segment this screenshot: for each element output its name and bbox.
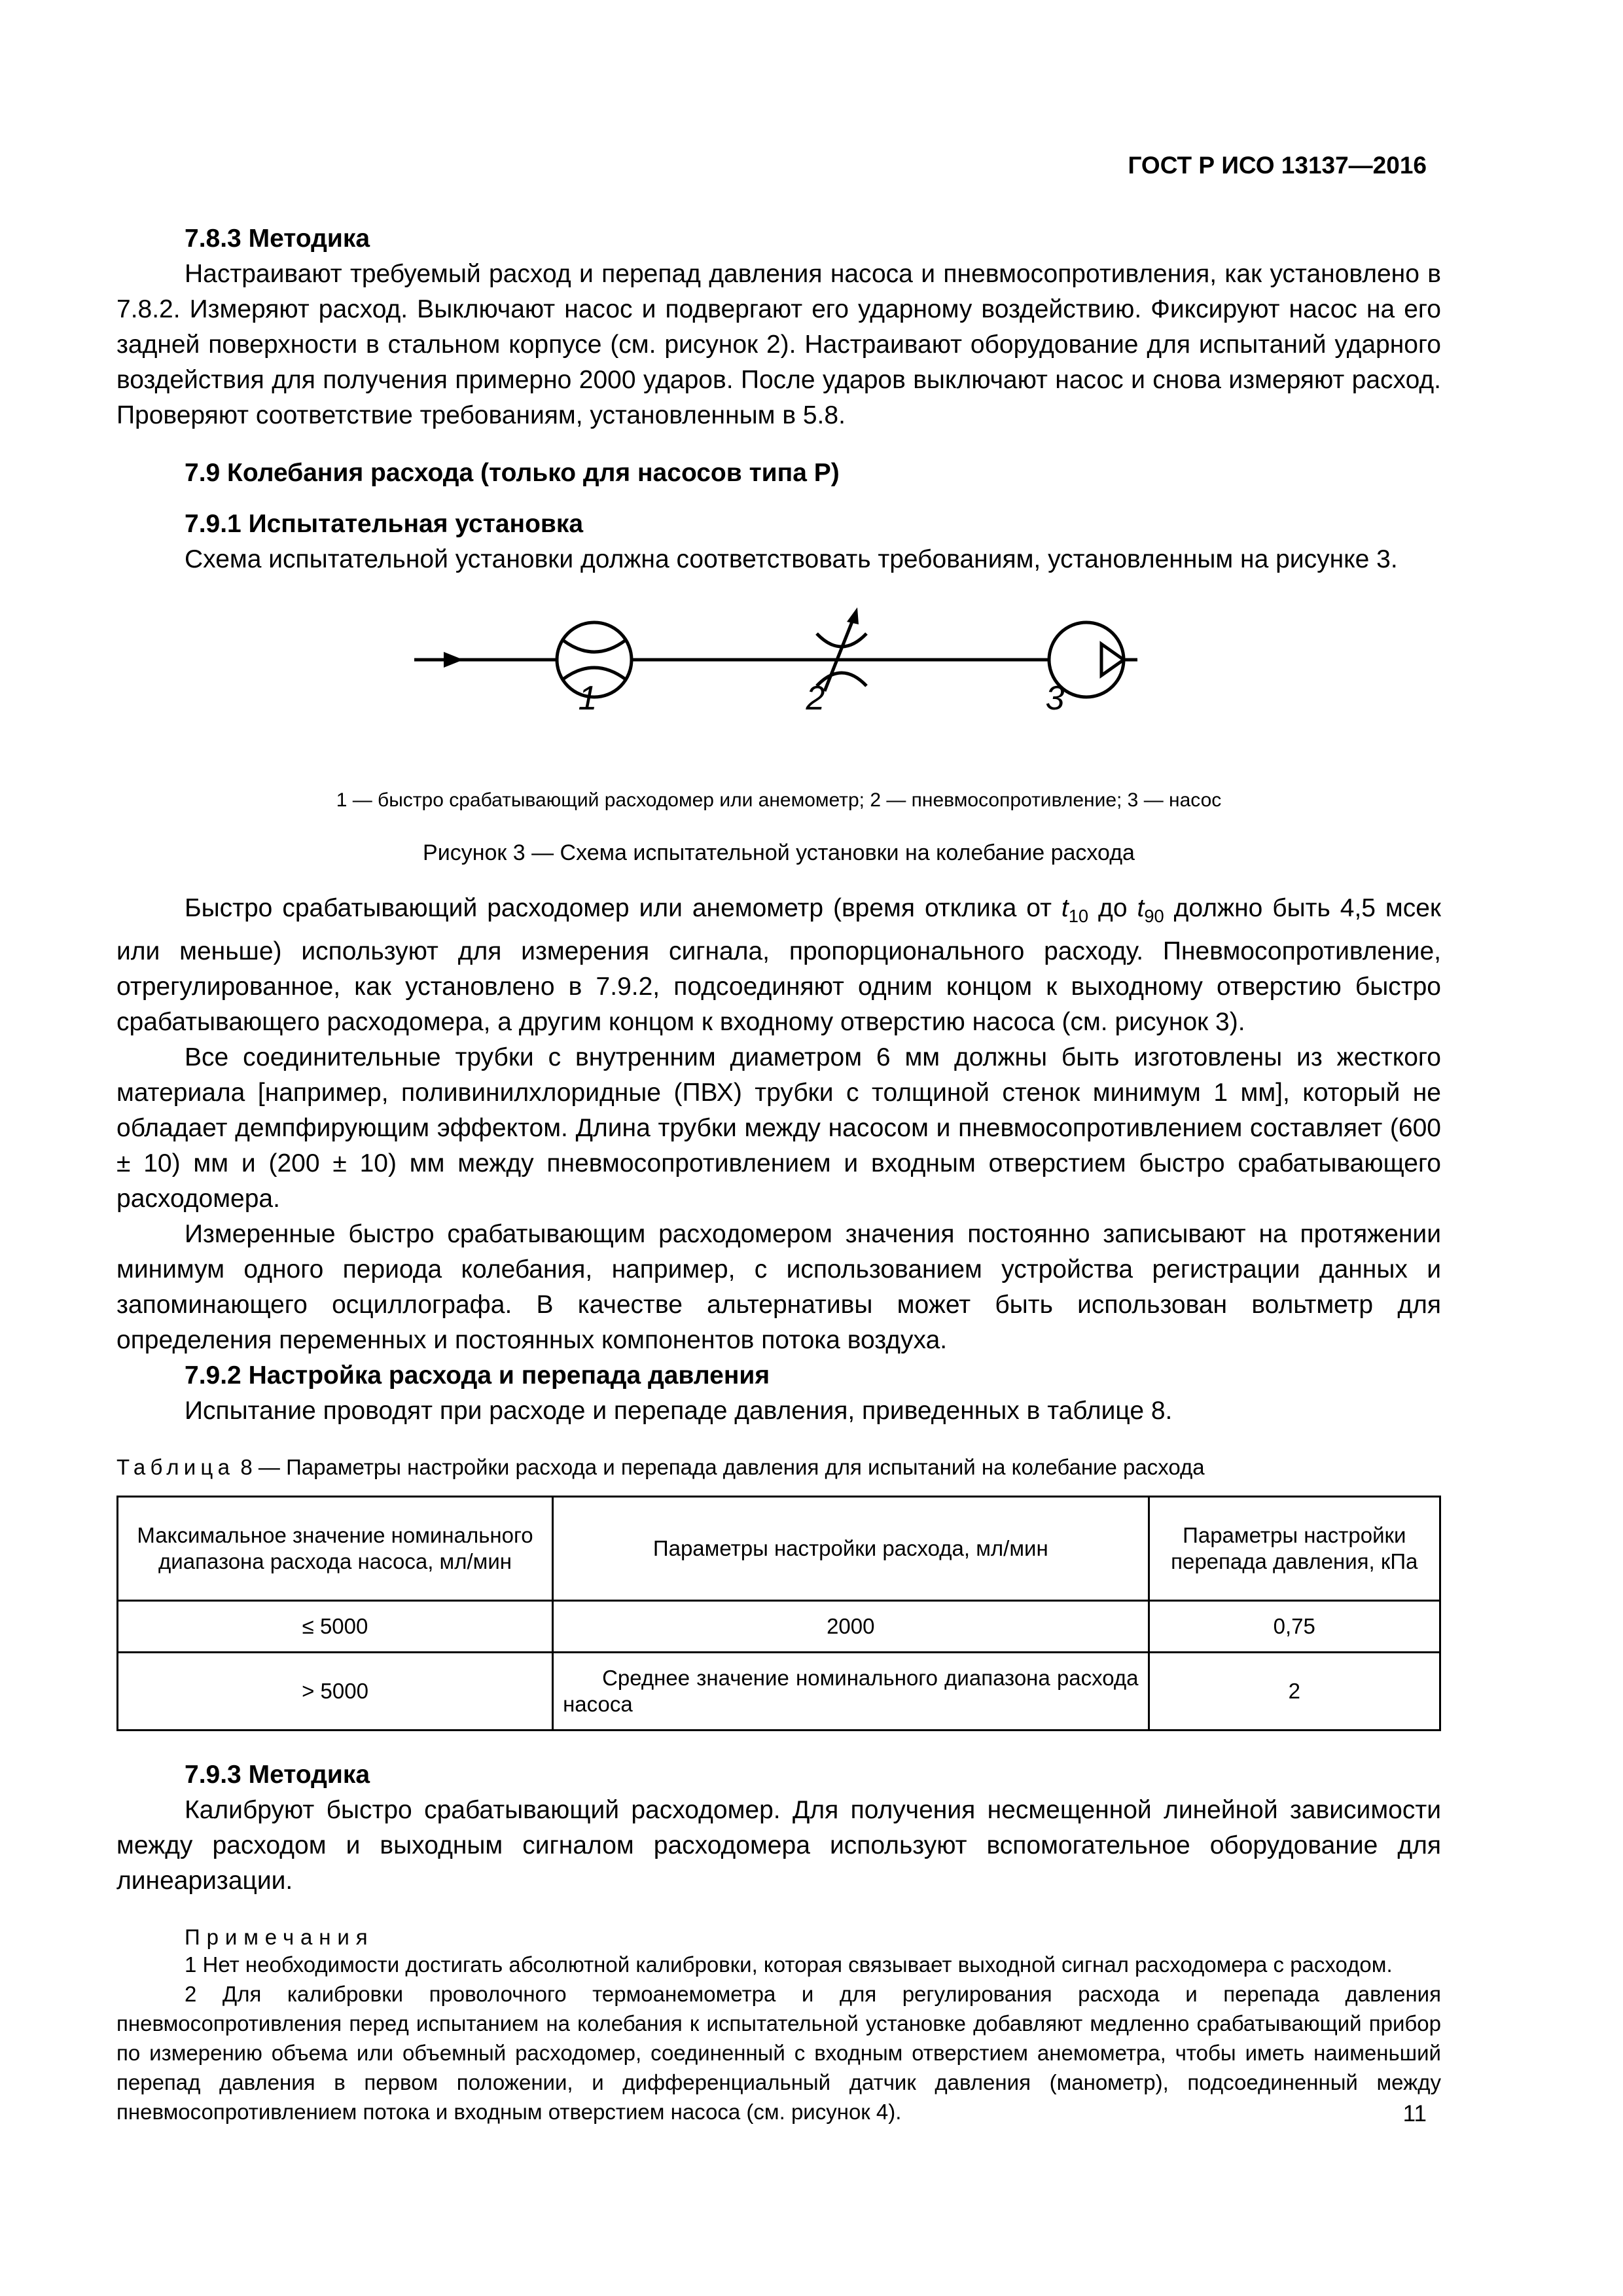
table-cell: > 5000 bbox=[118, 1652, 553, 1730]
section-7-9-2-paragraph: Испытание проводят при расходе и перепаде давления, приведенных в таблице 8. bbox=[185, 1396, 1173, 1425]
document-code: ГОСТ Р ИСО 13137—2016 bbox=[1128, 152, 1427, 179]
table-cell: 0,75 bbox=[1149, 1600, 1440, 1652]
section-7-9-heading: 7.9 Колебания расхода (только для насосов типа P) bbox=[185, 459, 840, 487]
table-cell: ≤ 5000 bbox=[118, 1600, 553, 1652]
label-1: 1 bbox=[578, 679, 597, 717]
figure-3 bbox=[116, 586, 1441, 783]
t-symbol-1: t bbox=[1061, 894, 1069, 922]
section-7-8-3-paragraph: Настраивают требуемый расход и перепад давления насоса и пневмосопротивления, как установлено в 7.8.2. Измеряют расход. Выключают насос и подвергают его ударному воздействию. Фиксируют насос на его задней поверхности в стальном корпусе (см. рисунок 2). Настраивают оборудование для испытаний ударного воздействия для получения примерно 2000 ударов. После ударов выключают насос и снова измеряют расход. Проверяют соответствие требованиям, установленным в 5.8. bbox=[116, 260, 1441, 429]
t-subscript-10: 10 bbox=[1068, 905, 1089, 926]
label-3: 3 bbox=[1045, 679, 1065, 717]
page-number: 11 bbox=[1402, 2101, 1427, 2126]
section-7-9-1-heading: 7.9.1 Испытательная установка bbox=[185, 510, 584, 538]
table-8 bbox=[116, 1496, 1441, 1731]
table-header-cell: Параметры настройки расхода, мл/мин bbox=[553, 1496, 1149, 1600]
body-paragraph-1-end: должно быть 4,5 мсек или меньше) используют для измерения сигнала, пропорционального расходу. Пневмосопротивление, отрегулированное, как установлено в 7.9.2, подсоединяют одним концом к выходному отверстию быстро срабатывающего расходомера, а другим концом к входному отверстию насоса (см. рисунок 3). bbox=[116, 894, 1441, 1036]
table-header-cell: Максимальное значение номинального диапазона расхода насоса, мл/мин bbox=[118, 1496, 553, 1600]
figure-3-legend: 1 — быстро срабатывающий расходомер или анемометр; 2 — пневмосопротивление; 3 — насос bbox=[336, 789, 1222, 811]
label-2: 2 bbox=[806, 679, 825, 717]
table-title-text: 8 — Параметры настройки расхода и перепада давления для испытаний на колебание расхода bbox=[234, 1454, 1205, 1479]
t-subscript-90: 90 bbox=[1144, 905, 1164, 926]
t-symbol-2: t bbox=[1137, 894, 1145, 922]
table-row bbox=[118, 1600, 1440, 1652]
table-header-cell: Параметры настройки перепада давления, кПа bbox=[1149, 1496, 1440, 1600]
test-setup-diagram bbox=[116, 586, 1441, 717]
section-7-9-3-paragraph: Калибруют быстро срабатывающий расходомер. Для получения несмещенной линейной зависимости между расходом и выходным сигналом расходомера используют вспомогательное оборудование для линеаризации. bbox=[116, 1795, 1441, 1895]
notes-title: Примечания bbox=[185, 1924, 374, 1949]
table-row bbox=[118, 1652, 1440, 1730]
adjustable-restrictor-symbol bbox=[817, 607, 866, 691]
note-1: 1 Нет необходимости достигать абсолютной калибровки, которая связывает выходной сигнал расходомера с расходом. bbox=[185, 1952, 1393, 1977]
body-paragraph-3: Измеренные быстро срабатывающим расходомером значения постоянно записывают на протяжении минимум одного периода колебания, например, с использованием устройства регистрации данных и запоминающего осциллографа. В качестве альтернативы может быть использован вольтметр для определения переменных и постоянных компонентов потока воздуха. bbox=[116, 1219, 1441, 1354]
section-7-9-3-heading: 7.9.3 Методика bbox=[185, 1760, 370, 1789]
body-paragraph-1 bbox=[116, 891, 1441, 1040]
table-cell: Среднее значение номинального диапазона расхода насоса bbox=[553, 1652, 1149, 1730]
body-paragraph-2: Все соединительные трубки с внутренним диаметром 6 мм должны быть изготовлены из жесткого материала [например, поливинилхлоридные (ПВХ) трубки с толщиной стенок минимум 1 мм], который не обладает демпфирующим эффектом. Длина трубки между насосом и пневмосопротивлением составляет (600 ± 10) мм и (200 ± 10) мм между пневмосопротивлением и входным отверстием быстро срабатывающего расходомера. bbox=[116, 1043, 1441, 1213]
table-word: Таблица bbox=[116, 1454, 235, 1479]
body-paragraph-1-do: до bbox=[1088, 894, 1137, 922]
table-header-row bbox=[118, 1496, 1440, 1600]
table-cell: 2000 bbox=[553, 1600, 1149, 1652]
note-2: 2 Для калибровки проволочного термоанемометра и для регулирования расхода и перепада давления пневмосопротивления перед испытанием на колебания к испытательной установке добавляют медленно срабатывающий прибор по измерению объема или объемный расходомер, соединенный с входным отверстием анемометра, чтобы иметь наименьший перепад давления в первом положении, и дифференциальный датчик давления (манометр), подсоединенный между пневмосопротивлением потока и входным отверстием насоса (см. рисунок 4). bbox=[116, 1981, 1441, 2124]
table-8-title bbox=[116, 1455, 1441, 1480]
section-7-9-2-heading: 7.9.2 Настройка расхода и перепада давления bbox=[185, 1361, 770, 1390]
figure-3-caption: Рисунок 3 — Схема испытательной установки на колебание расхода bbox=[423, 840, 1135, 865]
body-paragraph-1-start: Быстро срабатывающий расходомер или анемометр (время отклика от bbox=[185, 894, 1061, 922]
table-cell: 2 bbox=[1149, 1652, 1440, 1730]
section-7-8-3-heading: 7.8.3 Методика bbox=[185, 224, 370, 253]
flow-direction-arrow bbox=[444, 652, 463, 668]
section-7-9-1-paragraph: Схема испытательной установки должна соответствовать требованиям, установленным на рисунке 3. bbox=[185, 545, 1398, 573]
page-content bbox=[116, 221, 1441, 2126]
